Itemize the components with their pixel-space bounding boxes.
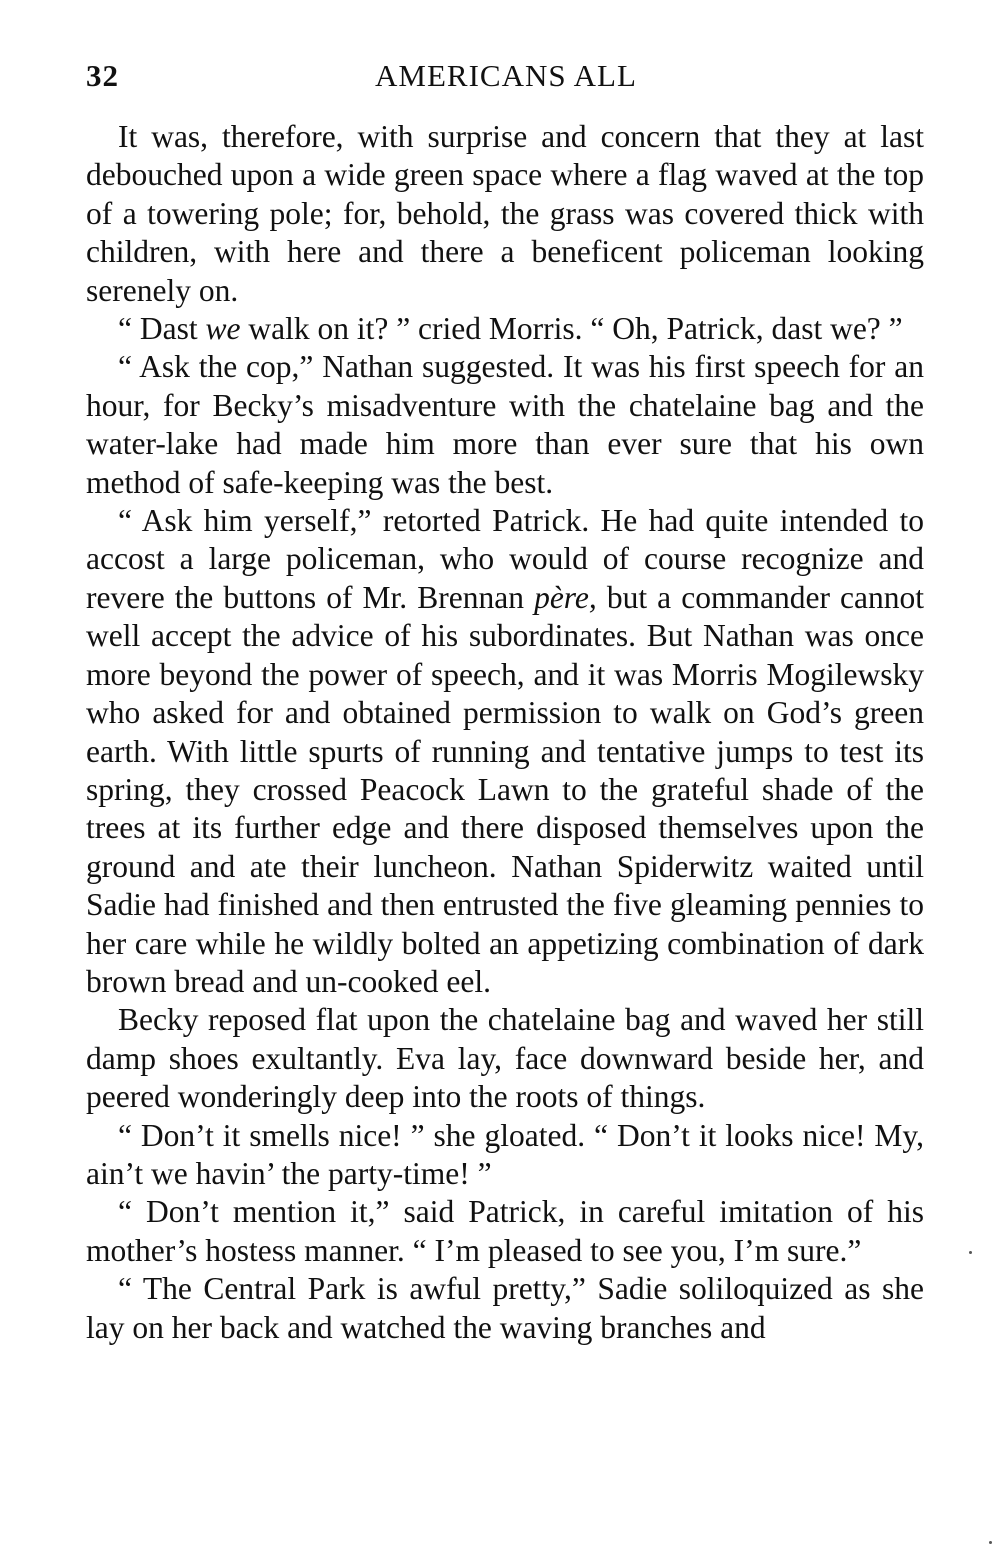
paragraph	[86, 310, 924, 348]
margin-speck	[989, 1541, 992, 1544]
text-run: “ Don’t it smells nice! ” she gloated. “ Don’t it looks nice! My, ain’t we havin’ the party-time! ”	[86, 1117, 924, 1191]
text-run: “ Dast	[118, 311, 206, 347]
text-run: “ The Central Park is awful pretty,” Sadie soliloquized as she lay on her back and watched the waving branches and	[86, 1271, 924, 1345]
paragraph	[86, 502, 924, 1001]
page-number: 32	[86, 58, 119, 93]
paragraph	[86, 1270, 924, 1347]
text-run: “ Ask him yerself,” retorted Patrick. He had quite intended to accost a large policeman, who would of course recognize and revere the buttons of Mr. Brennan	[86, 503, 924, 615]
book-text-body	[86, 118, 924, 1347]
paragraph	[86, 1117, 924, 1194]
text-run: but a commander cannot well accept the advice of his subordinates. But Nathan was once more beyond the power of speech, and it was Morris Mogilewsky who asked for and obtained permission to walk on God’s green earth. With little spurts of running and tentative jumps to test its spring, they crossed Peacock Lawn to the grateful shade of the trees at its further edge and there disposed themselves upon the ground and ate their luncheon. Nathan Spiderwitz waited until Sadie had finished and then entrusted the five gleaming pennies to her care while he wildly bolted an appetizing combination of dark brown bread and un-cooked eel.	[86, 579, 924, 999]
text-run: It was, therefore, with surprise and concern that they at last debouched upon a wide green space where a flag waved at the top of a towering pole; for, behold, the grass was covered thick with children, with here and there a beneficent policeman looking serenely on.	[86, 119, 924, 308]
text-run: Becky reposed flat upon the chatelaine bag and waved her still damp shoes exultantly. Eva lay, face downward beside her, and peered wonderingly deep into the roots of things.	[86, 1002, 924, 1115]
paragraph	[86, 1001, 924, 1116]
italic-text: we	[205, 311, 241, 347]
text-run: walk on it? ” cried Morris. “ Oh, Patrick, dast we? ”	[240, 311, 903, 347]
paragraph	[86, 1193, 924, 1270]
running-title: AMERICANS ALL	[375, 58, 637, 93]
text-run: “ Ask the cop,” Nathan suggested. It was his first speech for an hour, for Becky’s misadventure with the chatelaine bag and the water-lake had made him more than ever sure that his own method of safe-keeping was the best.	[86, 349, 924, 500]
margin-speck	[969, 1251, 972, 1254]
page-header	[86, 58, 926, 102]
paragraph	[86, 118, 924, 310]
text-run: “ Don’t mention it,” said Patrick, in careful imitation of his mother’s hostess manner. “ I’m pleased to see you, I’m sure.”	[86, 1194, 924, 1268]
italic-text: père,	[534, 579, 597, 615]
paragraph	[86, 348, 924, 502]
